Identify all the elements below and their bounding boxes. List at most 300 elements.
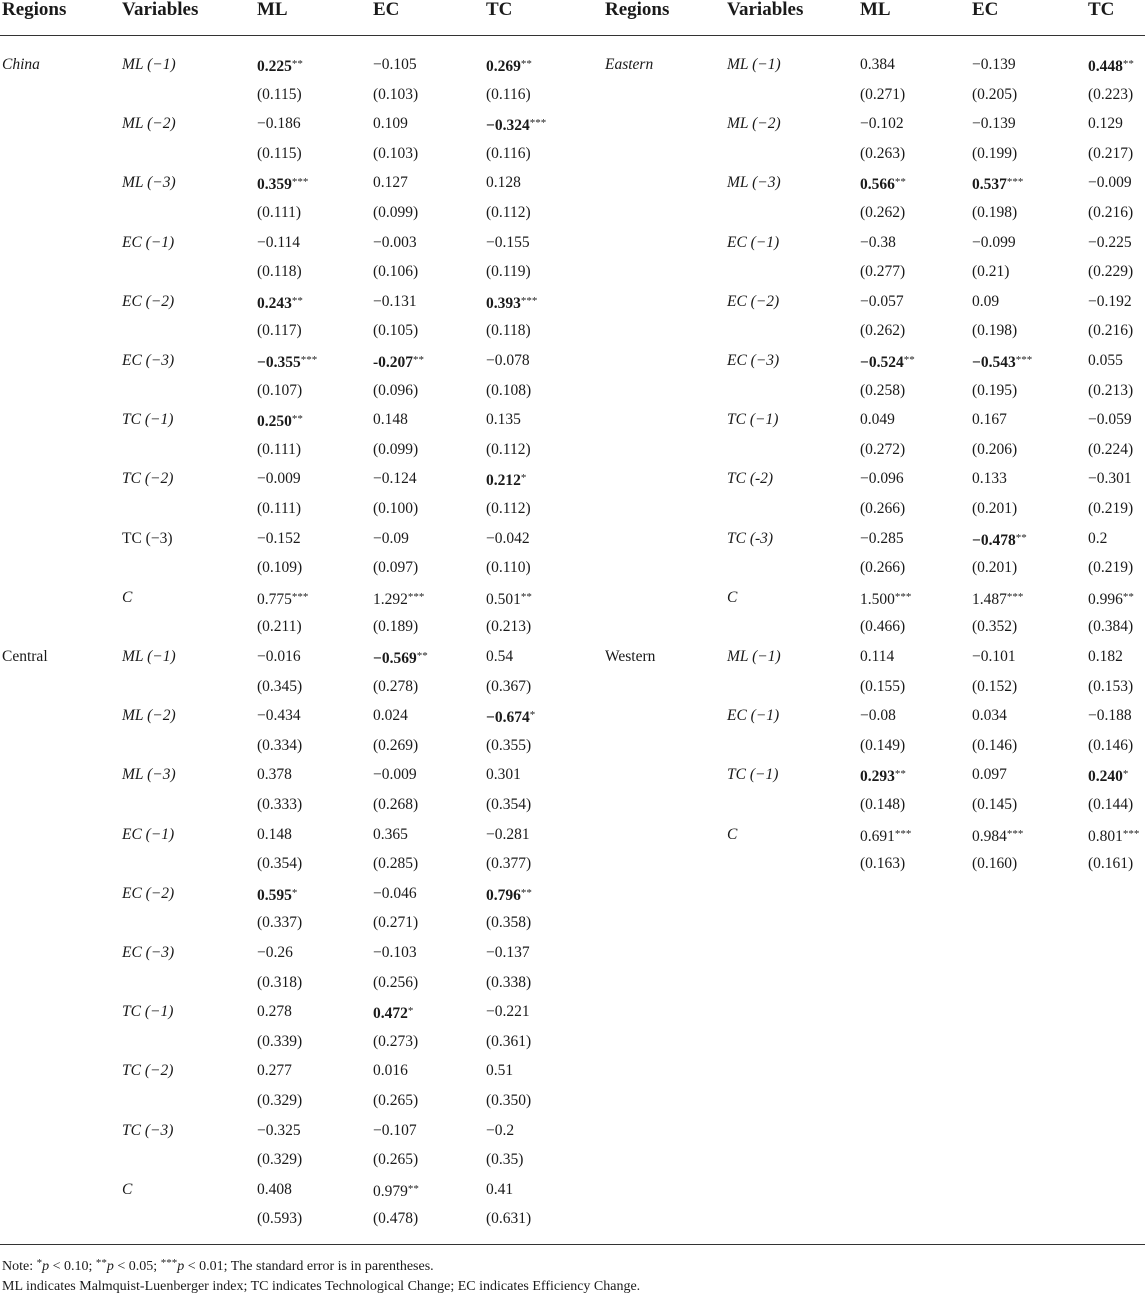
variable-label: ML (−3) (122, 174, 176, 192)
coefficient-value: −0.016 (257, 648, 301, 665)
standard-error-value: (0.358) (486, 914, 532, 932)
standard-error-value: (0.377) (486, 855, 532, 873)
standard-error-value: (0.354) (486, 796, 532, 813)
table-row (0, 701, 1145, 731)
standard-error-value: (0.115) (257, 85, 302, 103)
coefficient-value: 0.472 (373, 1005, 408, 1023)
coefficient-cell (972, 228, 1016, 258)
right-region-label: Western (605, 648, 656, 665)
standard-error-value: (0.111) (257, 440, 302, 458)
p-symbol: p (42, 1259, 50, 1274)
p-symbol: p (177, 1259, 185, 1274)
significance-stars: *** (1006, 590, 1024, 603)
standard-error-value: (0.195) (972, 381, 1018, 399)
coefficient-value: 0.293 (860, 768, 895, 786)
standard-error-value: (0.097) (373, 559, 419, 577)
coefficient-value: −0.009 (257, 470, 301, 488)
coefficient-cell (972, 701, 1007, 731)
standard-error-value: (0.277) (860, 263, 906, 281)
significance-stars: * (529, 709, 536, 722)
coefficient-value: −0.524 (860, 354, 904, 371)
coefficient-value: 0.41 (486, 1180, 514, 1198)
coefficient-cell (1088, 168, 1132, 198)
column-header: ML (257, 0, 288, 20)
coefficient-value: 0.109 (373, 115, 408, 133)
coefficient-cell (860, 346, 915, 376)
table-row (0, 524, 1145, 554)
right-region-label: Eastern (605, 56, 654, 73)
standard-error-value: (0.107) (257, 381, 303, 399)
column-header: EC (972, 0, 999, 20)
standard-error-value: (0.199) (972, 144, 1018, 162)
variable-label: ML (−1) (122, 648, 176, 665)
significance-stars: *** (291, 176, 309, 189)
coefficient-cell (486, 938, 530, 968)
significance-stars: *** (894, 590, 912, 603)
coefficient-value: −0.355 (257, 354, 301, 371)
variable-label: EC (−2) (122, 292, 175, 310)
coefficient-value: 0.595 (257, 886, 292, 904)
left-region-label: China (2, 56, 40, 73)
standard-error-value: (0.229) (1088, 263, 1134, 281)
coefficient-value: −0.103 (373, 944, 417, 961)
variable-label: ML (−2) (122, 707, 176, 725)
coefficient-value: −0.046 (373, 884, 417, 902)
coefficient-value: −0.186 (257, 115, 301, 133)
coefficient-cell (972, 405, 1007, 435)
coefficient-value: −0.078 (486, 352, 530, 369)
standard-error-value: (0.271) (860, 85, 906, 103)
standard-error-value: (0.106) (373, 263, 419, 281)
coefficient-value: 0.408 (257, 1180, 292, 1198)
standard-error-row (0, 139, 1145, 169)
standard-error-value: (0.219) (1088, 559, 1134, 577)
standard-error-value: (0.155) (860, 677, 906, 695)
standard-error-value: (0.115) (257, 144, 302, 162)
standard-error-value: (0.205) (972, 85, 1018, 103)
coefficient-value: −0.285 (860, 529, 904, 547)
coefficient-value: −0.009 (373, 766, 417, 784)
table-row (0, 997, 1145, 1027)
standard-error-value: (0.198) (972, 204, 1018, 221)
standard-error-value: (0.105) (373, 322, 419, 340)
coefficient-cell (373, 1175, 419, 1205)
standard-error-row (0, 316, 1145, 346)
standard-error-row (0, 1204, 1145, 1234)
standard-error-value: (0.262) (860, 204, 906, 221)
significance-legend (37, 1259, 434, 1274)
coefficient-value: −0.301 (1088, 470, 1132, 488)
standard-error-row (0, 257, 1145, 287)
standard-error-value: (0.118) (257, 263, 302, 281)
significance-stars: *** (520, 294, 538, 307)
standard-error-value: (0.148) (860, 796, 906, 813)
significance-stars: *** (1015, 354, 1033, 366)
coefficient-value: 0.016 (373, 1062, 408, 1080)
coefficient-value: 0.212 (486, 472, 521, 490)
coefficient-value: 0.167 (972, 411, 1007, 429)
standard-error-row (0, 849, 1145, 879)
variable-label: ML (−3) (122, 766, 176, 784)
coefficient-value: −0.221 (486, 1003, 530, 1021)
coefficient-cell (860, 760, 906, 790)
column-header: Variables (122, 0, 199, 20)
significance-stars: * (291, 886, 298, 899)
standard-error-value: (0.273) (373, 1032, 419, 1050)
significance-stars: ** (413, 354, 425, 366)
coefficient-cell (860, 287, 904, 317)
coefficient-value: 0.448 (1088, 58, 1123, 75)
standard-error-value: (0.338) (486, 973, 532, 991)
coefficient-cell (257, 1056, 292, 1086)
standard-error-value: (0.213) (486, 618, 532, 636)
standard-error-value: (0.116) (486, 144, 531, 162)
standard-error-value: (0.593) (257, 1210, 303, 1228)
standard-error-value: (0.109) (257, 559, 303, 577)
standard-error-value: (0.263) (860, 144, 906, 162)
coefficient-cell (486, 1116, 514, 1146)
p-symbol: p (106, 1259, 114, 1274)
table-row (0, 228, 1145, 258)
variable-label: EC (−1) (727, 707, 780, 725)
standard-error-value: (0.111) (257, 204, 302, 221)
variable-label: TC (−2) (122, 470, 174, 488)
coefficient-value: −0.099 (972, 233, 1016, 251)
standard-error-value: (0.161) (1088, 855, 1134, 873)
standard-error-value: (0.318) (257, 973, 303, 991)
coefficient-cell (1088, 50, 1134, 80)
coefficient-cell (1088, 464, 1132, 494)
coefficient-cell (486, 997, 530, 1027)
coefficient-cell (972, 168, 1023, 198)
coefficient-value: −0.131 (373, 292, 417, 310)
table-row (0, 346, 1145, 376)
coefficient-value: 0.182 (1088, 648, 1123, 665)
significance-stars: ** (894, 768, 906, 781)
significance-stars: ** (520, 590, 532, 603)
standard-error-value: (0.266) (860, 559, 906, 577)
coefficient-value: −0.042 (486, 529, 530, 547)
significance-stars: ** (291, 294, 303, 307)
coefficient-value: 0.128 (486, 174, 521, 192)
coefficient-value: 0.269 (486, 58, 521, 75)
standard-error-value: (0.211) (257, 618, 302, 636)
standard-error-value: (0.149) (860, 736, 906, 754)
table-row (0, 760, 1145, 790)
standard-error-row (0, 968, 1145, 998)
coefficient-value: −0.114 (257, 233, 301, 251)
column-header: EC (373, 0, 400, 20)
header-rule (0, 35, 1145, 36)
standard-error-value: (0.352) (972, 618, 1018, 636)
significance-stars: ** (291, 58, 303, 70)
coefficient-cell (257, 1175, 292, 1205)
table-row (0, 464, 1145, 494)
coefficient-value: −0.2 (486, 1121, 515, 1139)
variable-label: ML (−1) (727, 56, 781, 73)
standard-error-value: (0.337) (257, 914, 303, 932)
table-row (0, 168, 1145, 198)
variable-label: EC (−2) (122, 884, 175, 902)
significance-stars: *** (1122, 827, 1140, 840)
standard-error-value: (0.367) (486, 677, 532, 695)
significance-stars: ** (894, 176, 906, 189)
standard-error-value: (0.146) (972, 736, 1018, 754)
standard-error-value: (0.216) (1088, 204, 1134, 221)
standard-error-value: (0.198) (972, 322, 1018, 340)
coefficient-value: 0.775 (257, 590, 292, 608)
coefficient-value: −0.26 (257, 944, 293, 961)
coefficient-cell (257, 879, 297, 909)
standard-error-row (0, 612, 1145, 642)
coefficient-cell (860, 405, 895, 435)
standard-error-value: (0.118) (486, 322, 531, 340)
standard-error-row (0, 435, 1145, 465)
coefficient-cell (860, 701, 896, 731)
coefficient-value: 0.393 (486, 294, 521, 312)
standard-error-value: (0.466) (860, 618, 906, 636)
significance-stars: ** (407, 1182, 419, 1195)
coefficient-cell (257, 997, 292, 1027)
standard-error-row (0, 908, 1145, 938)
coefficient-cell (972, 820, 1023, 850)
coefficient-value: −0.139 (972, 115, 1016, 133)
standard-error-value: (0.145) (972, 796, 1018, 813)
standard-error-value: (0.339) (257, 1032, 303, 1050)
significance-stars: *** (300, 354, 318, 366)
coefficient-value: −0.281 (486, 825, 530, 843)
coefficient-cell (860, 109, 904, 139)
standard-error-value: (0.361) (486, 1032, 532, 1050)
standard-error-value: (0.111) (257, 500, 302, 517)
standard-error-value: (0.110) (486, 559, 531, 577)
significance-stars: *** (529, 117, 547, 130)
variable-label: TC (−3) (122, 1121, 174, 1139)
coefficient-value: 0.691 (860, 827, 895, 845)
variable-label: TC (-3) (727, 529, 774, 547)
significance-stars: * (36, 1257, 43, 1269)
coefficient-value: 0.240 (1088, 768, 1123, 786)
table-note (2, 1253, 640, 1297)
standard-error-value: (0.384) (1088, 618, 1134, 636)
coefficient-cell (1088, 346, 1123, 376)
coefficient-value: 0.384 (860, 56, 895, 73)
coefficient-value: −0.225 (1088, 233, 1132, 251)
standard-error-value: (0.266) (860, 500, 906, 517)
coefficient-value: 0.365 (373, 825, 408, 843)
coefficient-cell (860, 583, 911, 613)
coefficient-cell (1088, 642, 1123, 672)
coefficient-value: −0.155 (486, 233, 530, 251)
significance-stars: * (407, 1005, 414, 1018)
significance-stars: * (520, 472, 527, 485)
table-row (0, 1056, 1145, 1086)
coefficient-value: 1.292 (373, 590, 408, 608)
standard-error-value: (0.35) (486, 1151, 524, 1169)
standard-error-value: (0.21) (972, 263, 1010, 281)
standard-error-value: (0.201) (972, 500, 1018, 517)
standard-error-value: (0.201) (972, 559, 1018, 577)
coefficient-value: −0.009 (1088, 174, 1132, 192)
significance-stars: *** (1006, 827, 1024, 840)
table-row (0, 405, 1145, 435)
standard-error-value: (0.099) (373, 440, 419, 458)
standard-error-value: (0.100) (373, 500, 419, 517)
coefficient-cell (373, 1116, 417, 1146)
standard-error-value: (0.265) (373, 1151, 419, 1169)
coefficient-cell (860, 50, 895, 80)
coefficient-value: 0.278 (257, 1003, 292, 1021)
coefficient-cell (373, 879, 417, 909)
significance-stars: *** (160, 1257, 178, 1269)
note-text: < 0.01; The standard error is in parentheses. (184, 1259, 434, 1274)
standard-error-row (0, 1027, 1145, 1057)
coefficient-value: −0.325 (257, 1121, 301, 1139)
significance-stars: ** (520, 886, 532, 899)
standard-error-value: (0.099) (373, 204, 419, 221)
coefficient-value: −0.434 (257, 707, 301, 725)
column-header: Variables (727, 0, 804, 20)
standard-error-value: (0.152) (972, 677, 1018, 695)
coefficient-value: 0.114 (860, 648, 895, 665)
note-line-2: ML indicates Malmquist-Luenberger index; TC indicates Technological Change; EC indicates Efficiency Change. (2, 1279, 641, 1294)
header-row (0, 0, 1145, 30)
coefficient-value: 1.500 (860, 590, 895, 608)
standard-error-value: (0.216) (1088, 322, 1134, 340)
significance-stars: ** (1122, 590, 1134, 603)
coefficient-value: −0.057 (860, 292, 904, 310)
coefficient-value: 0.148 (373, 411, 408, 429)
coefficient-value: −0.105 (373, 56, 417, 73)
variable-label: TC (−3) (122, 529, 173, 547)
standard-error-value: (0.262) (860, 322, 906, 340)
coefficient-value: −0.102 (860, 115, 904, 133)
standard-error-value: (0.103) (373, 85, 419, 103)
standard-error-value: (0.334) (257, 736, 303, 754)
standard-error-row (0, 790, 1145, 820)
variable-label: TC (−1) (122, 1003, 174, 1021)
variable-label: C (727, 825, 738, 843)
table-row (0, 938, 1145, 968)
variable-label: EC (−3) (727, 352, 780, 369)
column-header: Regions (2, 0, 67, 20)
coefficient-value: 0.133 (972, 470, 1007, 488)
standard-error-value: (0.213) (1088, 381, 1134, 399)
coefficient-value: −0.674 (486, 709, 530, 727)
standard-error-value: (0.153) (1088, 677, 1134, 695)
coefficient-value: -0.207 (373, 354, 414, 371)
coefficient-cell (972, 464, 1007, 494)
coefficient-value: 0.277 (257, 1062, 292, 1080)
coefficient-value: 0.129 (1088, 115, 1123, 133)
coefficient-value: −0.003 (373, 233, 417, 251)
standard-error-value: (0.269) (373, 736, 419, 754)
coefficient-cell (860, 464, 904, 494)
standard-error-value: (0.217) (1088, 144, 1134, 162)
coefficient-value: 0.055 (1088, 352, 1123, 369)
standard-error-value: (0.108) (486, 381, 532, 399)
coefficient-cell (1088, 583, 1134, 613)
table-row (0, 1175, 1145, 1205)
bottom-rule (0, 1244, 1145, 1245)
standard-error-row (0, 1145, 1145, 1175)
coefficient-value: 0.301 (486, 766, 521, 784)
coefficient-value: 0.537 (972, 176, 1007, 194)
variable-label: ML (−1) (122, 56, 176, 73)
coefficient-value: 0.979 (373, 1182, 408, 1200)
coefficient-cell (972, 760, 1007, 790)
coefficient-value: −0.139 (972, 56, 1016, 73)
coefficient-value: −0.059 (1088, 411, 1132, 429)
standard-error-value: (0.354) (257, 855, 303, 873)
coefficient-cell (486, 1056, 513, 1086)
significance-stars: ** (95, 1257, 107, 1269)
coefficient-cell (373, 938, 417, 968)
coefficient-cell (1088, 524, 1107, 554)
coefficient-value: −0.478 (972, 531, 1016, 549)
coefficient-cell (860, 642, 894, 672)
standard-error-value: (0.223) (1088, 85, 1134, 103)
coefficient-cell (860, 820, 911, 850)
coefficient-cell (257, 938, 293, 968)
standard-error-value: (0.116) (486, 85, 531, 103)
standard-error-row (0, 553, 1145, 583)
standard-error-value: (0.478) (373, 1210, 419, 1228)
note-label: Note: (2, 1259, 37, 1274)
variable-label: EC (−2) (727, 292, 780, 310)
coefficient-value: 0.024 (373, 707, 408, 725)
coefficient-value: −0.543 (972, 354, 1016, 371)
standard-error-value: (0.119) (486, 263, 531, 281)
table-row (0, 1116, 1145, 1146)
table-row (0, 820, 1145, 850)
significance-stars: * (1122, 768, 1129, 781)
coefficient-value: 0.049 (860, 411, 895, 429)
column-header: Regions (605, 0, 670, 20)
standard-error-value: (0.160) (972, 855, 1018, 873)
table-row (0, 50, 1145, 80)
coefficient-value: −0.09 (373, 529, 409, 547)
standard-error-value: (0.256) (373, 973, 419, 991)
standard-error-value: (0.355) (486, 736, 532, 754)
coefficient-cell (972, 583, 1023, 613)
standard-error-value: (0.329) (257, 1092, 303, 1109)
coefficient-value: 0.566 (860, 176, 895, 194)
coefficient-cell (1088, 405, 1132, 435)
table-row (0, 642, 1145, 672)
variable-label: C (122, 588, 133, 606)
coefficient-value: −0.096 (860, 470, 904, 488)
coefficient-value: 0.359 (257, 176, 292, 194)
coefficient-value: 0.378 (257, 766, 292, 784)
significance-stars: *** (1006, 176, 1024, 189)
standard-error-value: (0.117) (257, 322, 302, 340)
coefficient-value: −0.137 (486, 944, 530, 961)
standard-error-value: (0.278) (373, 677, 419, 695)
standard-error-value: (0.146) (1088, 736, 1134, 754)
variable-label: EC (−3) (122, 944, 175, 961)
variable-label: TC (−1) (727, 411, 779, 429)
coefficient-cell (1088, 109, 1123, 139)
coefficient-value: −0.124 (373, 470, 417, 488)
coefficient-value: 0.225 (257, 58, 292, 75)
variable-label: ML (−2) (122, 115, 176, 133)
standard-error-value: (0.112) (486, 204, 531, 221)
coefficient-cell (972, 109, 1016, 139)
coefficient-cell (972, 287, 999, 317)
coefficient-cell (257, 1116, 301, 1146)
coefficient-cell (486, 879, 532, 909)
